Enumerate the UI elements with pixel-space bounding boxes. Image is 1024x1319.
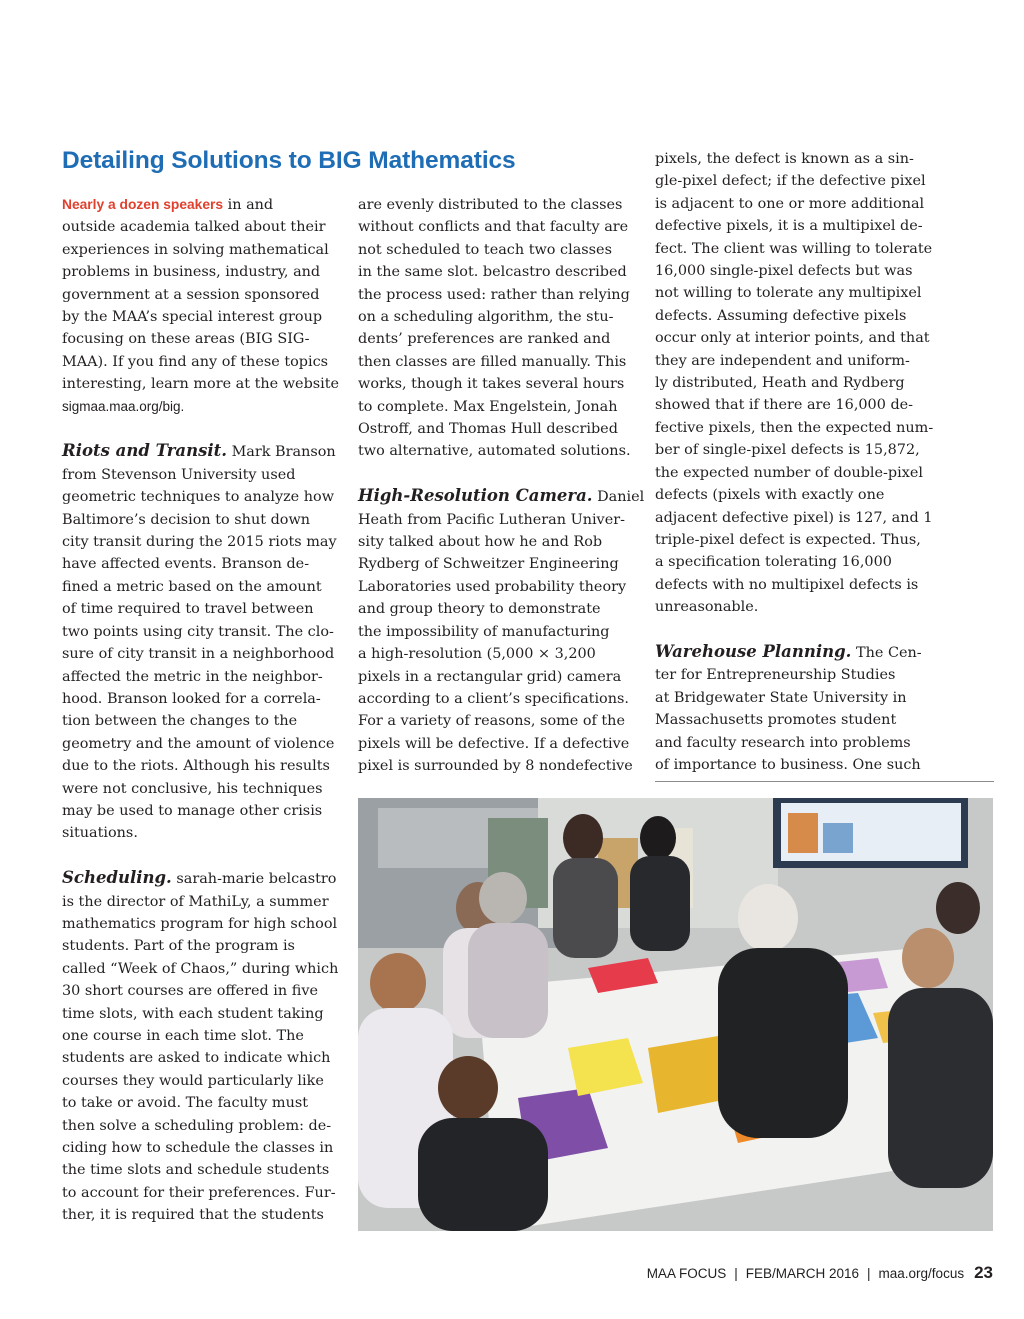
riots-line: hood. Branson looked for a correla-: [62, 690, 321, 707]
intro-line: experiences in solving mathematical: [62, 241, 329, 258]
riots-line: geometry and the amount of violence: [62, 735, 335, 752]
scheduling-cont-line: not scheduled to teach two classes: [358, 241, 612, 258]
scheduling-line: to take or avoid. The faculty must: [62, 1095, 309, 1112]
footer-publication: MAA FOCUS: [646, 1266, 727, 1281]
warehouse-line: at Bridgewater State University in: [655, 689, 907, 706]
scheduling-cont-line: to complete. Max Engelstein, Jonah: [358, 398, 618, 415]
camera-cont-line: is adjacent to one or more additional: [655, 195, 925, 212]
intro-line: focusing on these areas (BIG SIG-: [62, 331, 310, 348]
scheduling-line: one course in each time slot. The: [62, 1028, 304, 1044]
scheduling-line: to account for their preferences. Fur-: [62, 1184, 336, 1201]
scheduling-cont-line: without conflicts and that faculty are: [358, 219, 629, 236]
intro-line: government at a session sponsored: [62, 286, 320, 303]
scheduling-cont-line: in the same slot. belcastro described: [358, 264, 627, 281]
scheduling-line: students. Part of the program is: [62, 938, 295, 955]
riots-line: Riots and Transit. Mark Branson: [62, 441, 336, 461]
scheduling-line: mathematics program for high school: [62, 915, 338, 932]
footer-url-link[interactable]: maa.org/focus: [878, 1266, 965, 1281]
scheduling-cont-line: dents’ preferences are ranked and: [358, 331, 611, 348]
intro-line: outside academia talked about their: [62, 219, 326, 236]
camera-line: pixel is surrounded by 8 nondefective: [358, 758, 633, 775]
page-number: 23: [974, 1263, 993, 1282]
event-photo-illustration: [358, 798, 993, 1231]
scheduling-line: Scheduling. sarah-marie belcastro: [62, 868, 337, 888]
page-footer: [647, 1263, 993, 1283]
camera-cont-line: defects with no multipixel defects is: [655, 576, 919, 593]
footer-issue: FEB/MARCH 2016: [745, 1266, 860, 1281]
riots-line: sure of city transit in a neighborhood: [62, 646, 335, 663]
camera-cont-line: ber of single-pixel defects is 15,872,: [655, 442, 920, 459]
camera-cont-line: showed that if there are 16,000 de-: [655, 397, 914, 414]
camera-line: For a variety of reasons, some of the: [358, 713, 625, 730]
footer-separator: |: [867, 1266, 871, 1281]
scheduling-line: time slots, with each student taking: [62, 1005, 324, 1022]
scheduling-line: 30 short courses are offered in five: [62, 983, 318, 1000]
article-title: Detailing Solutions to BIG Mathematics: [62, 147, 516, 174]
camera-cont-line: 16,000 single-pixel defects but was: [655, 263, 913, 280]
riots-line: may be used to manage other crisis: [62, 802, 323, 819]
scheduling-line: the time slots and schedule students: [62, 1162, 330, 1179]
camera-cont-line: defects. Assuming defective pixels: [655, 307, 907, 324]
warehouse-line: and faculty research into problems: [655, 734, 911, 751]
scheduling-line: students are asked to indicate which: [62, 1050, 331, 1067]
riots-line: due to the riots. Although his results: [62, 758, 330, 775]
scheduling-line: called “Week of Chaos,” during which: [62, 960, 339, 977]
riots-line: of time required to travel between: [62, 601, 314, 618]
camera-line: Rydberg of Schweitzer Engineering: [358, 556, 619, 573]
scheduling-cont-line: the process used: rather than relying: [358, 286, 630, 303]
riots-heading: Riots and Transit.: [62, 441, 227, 461]
column-3: [655, 148, 945, 776]
sigmaa-link[interactable]: sigmaa.maa.org/big.: [62, 398, 185, 414]
intro-line: by the MAA’s special interest group: [62, 309, 323, 326]
scheduling-line: is the director of MathiLy, a summer: [62, 893, 329, 910]
scheduling-line: courses they would particularly like: [62, 1072, 324, 1089]
camera-cont-line: a specification tolerating 16,000: [655, 554, 892, 571]
camera-line: sity talked about how he and Rob: [358, 534, 603, 551]
column-rule: [655, 781, 994, 782]
riots-line: situations.: [62, 825, 138, 842]
intro-line: interesting, learn more at the website: [62, 376, 340, 393]
camera-cont-line: pixels, the defect is known as a sin-: [655, 151, 914, 167]
camera-line: and group theory to demonstrate: [358, 601, 601, 618]
camera-cont-line: defects (pixels with exactly one: [655, 487, 885, 504]
camera-line: pixels will be defective. If a defective: [358, 735, 630, 752]
riots-line: city transit during the 2015 riots may: [62, 534, 337, 551]
footer-separator: |: [734, 1266, 738, 1281]
camera-cont-line: gle-pixel defect; if the defective pixel: [655, 173, 926, 190]
scheduling-line: then solve a scheduling problem: de-: [62, 1117, 332, 1134]
scheduling-cont-line: then classes are filled manually. This: [358, 353, 627, 370]
event-photo: [358, 798, 993, 1231]
riots-line: fined a metric based on the amount: [62, 578, 322, 595]
warehouse-line: of importance to business. One such: [655, 756, 921, 773]
scheduling-cont-line: on a scheduling algorithm, the stu-: [358, 309, 614, 326]
camera-cont-line: unreasonable.: [655, 599, 759, 616]
warehouse-line: Warehouse Planning. The Cen-: [655, 641, 922, 661]
scheduling-heading: Scheduling.: [62, 868, 172, 888]
camera-line: High-Resolution Camera. Daniel: [358, 486, 645, 506]
camera-line: the impossibility of manufacturing: [358, 623, 610, 640]
warehouse-line: ter for Entrepreneurship Studies: [655, 667, 896, 684]
camera-cont-line: ly distributed, Heath and Rydberg: [655, 375, 905, 392]
riots-line: tion between the changes to the: [62, 713, 298, 730]
camera-cont-line: not willing to tolerate any multipixel: [655, 285, 922, 302]
camera-cont-line: fective pixels, then the expected num-: [655, 419, 934, 436]
warehouse-line: Massachusetts promotes student: [655, 712, 897, 729]
intro-lead: Nearly a dozen speakers: [62, 197, 224, 212]
camera-cont-line: defective pixels, it is a multipixel de-: [655, 218, 923, 235]
scheduling-cont-line: two alternative, automated solutions.: [358, 443, 631, 460]
scheduling-line: ciding how to schedule the classes in: [62, 1140, 334, 1157]
camera-line: pixels in a rectangular grid) camera: [358, 668, 622, 685]
scheduling-cont-line: works, though it takes several hours: [358, 376, 625, 393]
riots-line: affected the metric in the neighbor-: [62, 668, 323, 685]
camera-cont-line: they are independent and uniform-: [655, 352, 910, 369]
column-1: [62, 194, 346, 1227]
camera-cont-line: occur only at interior points, and that: [655, 330, 930, 347]
intro-line: Nearly a dozen speakers in and: [62, 197, 274, 213]
intro-line: MAA). If you find any of these topics: [62, 353, 329, 370]
camera-cont-line: fect. The client was willing to tolerate: [655, 240, 933, 257]
camera-line: Laboratories used probability theory: [358, 578, 627, 595]
riots-line: geometric techniques to analyze how: [62, 489, 335, 506]
camera-cont-line: triple-pixel defect is expected. Thus,: [655, 531, 921, 548]
camera-line: according to a client’s specifications.: [358, 690, 629, 707]
intro-line: problems in business, industry, and: [62, 264, 321, 281]
camera-line: a high-resolution (5,000 × 3,200: [358, 646, 596, 663]
camera-line: Heath from Pacific Lutheran Univer-: [358, 511, 625, 528]
riots-line: were not conclusive, his techniques: [62, 780, 323, 797]
warehouse-heading: Warehouse Planning.: [655, 641, 852, 661]
camera-heading: High-Resolution Camera.: [358, 486, 593, 506]
riots-line: from Stevenson University used: [62, 466, 296, 483]
scheduling-line: ther, it is required that the students: [62, 1207, 324, 1224]
riots-line: have affected events. Branson de-: [62, 556, 310, 573]
scheduling-cont-line: are evenly distributed to the classes: [358, 197, 623, 213]
camera-cont-line: adjacent defective pixel) is 127, and 1: [655, 509, 933, 526]
camera-cont-line: the expected number of double-pixel: [655, 464, 923, 481]
column-2: [358, 194, 645, 778]
riots-line: two points using city transit. The clo-: [62, 623, 334, 640]
scheduling-cont-line: Ostroff, and Thomas Hull described: [358, 421, 618, 438]
riots-line: Baltimore’s decision to shut down: [62, 511, 311, 528]
